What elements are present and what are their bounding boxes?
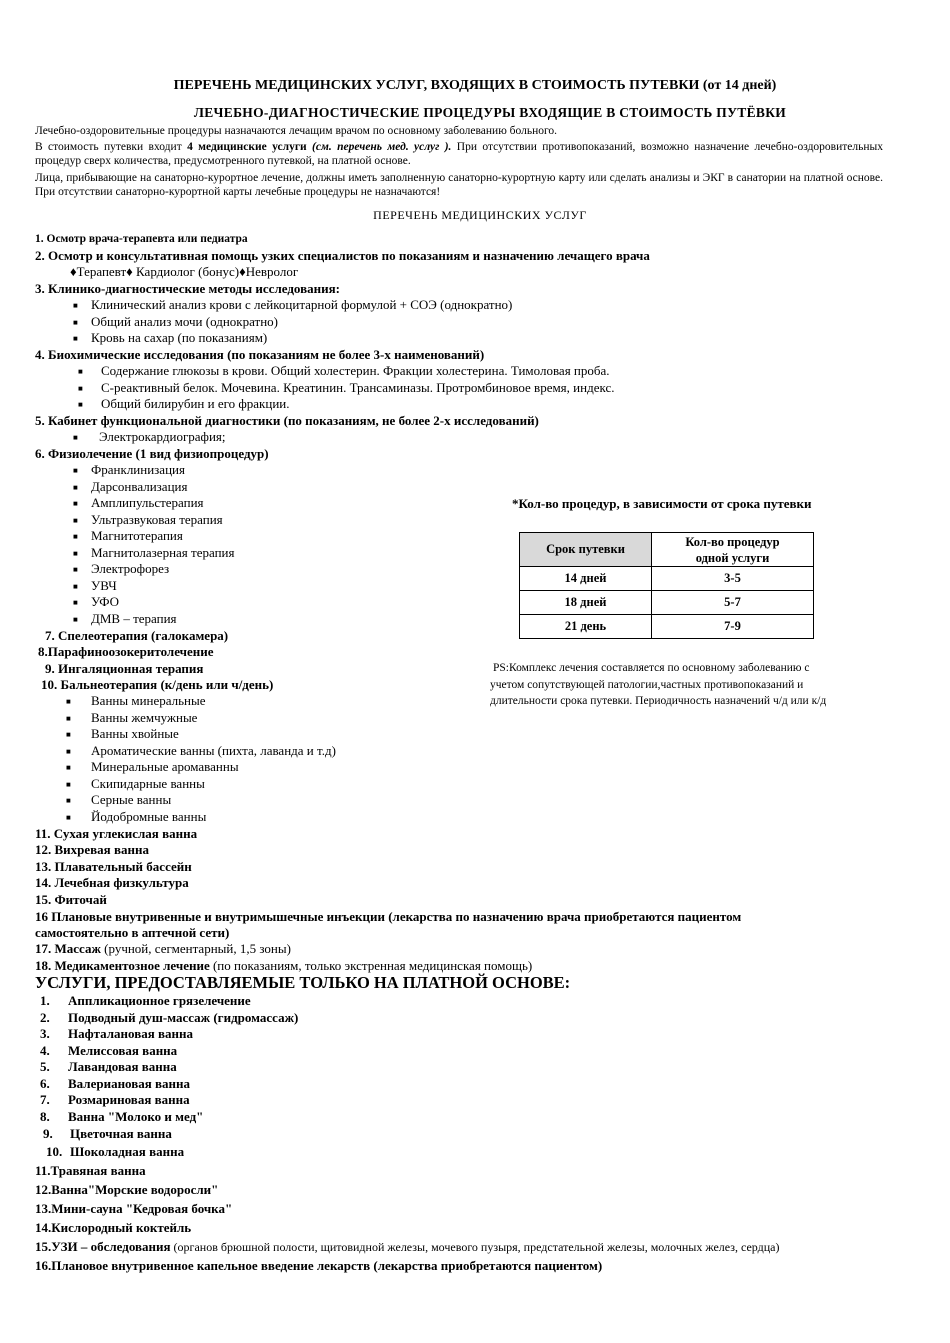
ultrasound-details: (органов брюшной полости, щитовидной железы, мочевого пузыря, предстательной железы, молочных желез, сердца) [170, 1240, 780, 1254]
list-item: 10. Бальнеотерапия (к/день или ч/день) [41, 677, 274, 692]
ultrasound-label: 15.УЗИ – обследования [35, 1239, 171, 1254]
intro-line-1: Лечебно-оздоровительные процедуры назначаются лечащим врачом по основному заболеванию больного. [35, 125, 558, 137]
bullet-icon: ■ [66, 796, 71, 805]
bullet-icon: ■ [66, 813, 71, 822]
list-item: Содержание глюкозы в крови. Общий холестерин. Фракции холестерина. Тимоловая проба. [101, 363, 610, 378]
table-cell-term: 18 дней [520, 591, 652, 615]
list-item: 12. Вихревая ванна [35, 842, 149, 857]
list-item: 4. Биохимические исследования (по показаниям не более 3-х наименований) [35, 347, 485, 362]
list-item: Франклинизация [91, 462, 185, 477]
list-item: 12.Ванна"Морские водоросли" [35, 1182, 219, 1197]
bullet-icon: ■ [73, 598, 78, 607]
table-row [520, 591, 814, 615]
ps-note-line: длительности срока путевки. Периодичность назначений ч/д или к/д [490, 695, 827, 707]
list-item: Подводный душ-массаж (гидромассаж) [68, 1010, 299, 1025]
bullet-icon: ■ [78, 400, 83, 409]
page-title: ПЕРЕЧЕНЬ МЕДИЦИНСКИХ УСЛУГ, ВХОДЯЩИХ В СТОИМОСТЬ ПУТЕВКИ (от 14 дней) [173, 78, 777, 93]
list-item: Электрофорез [91, 561, 170, 576]
bullet-icon: ■ [73, 516, 78, 525]
list-item-number: 7. [40, 1092, 50, 1107]
list-item: Ванны минеральные [91, 693, 206, 708]
list-item-number: 2. [40, 1010, 50, 1025]
list-item: Лавандовая ванна [68, 1059, 177, 1074]
bullet-icon: ■ [73, 334, 78, 343]
list-item-number: 8. [40, 1109, 50, 1124]
intro-see-list: (см. перечень мед. услуг ). [312, 141, 452, 153]
table-header-count-line2: одной услуги [695, 550, 770, 565]
massage-details: (ручной, сегментарный, 1,5 зоны) [100, 941, 291, 956]
table-cell-count: 7-9 [652, 615, 814, 639]
list-item: ДМВ – терапия [91, 611, 177, 626]
list-item: Аппликационное грязелечение [68, 993, 251, 1008]
list-item: Мелиссовая ванна [68, 1043, 178, 1058]
intro-text: В стоимость путевки входит [35, 141, 182, 153]
bullet-icon: ■ [73, 466, 78, 475]
intro-line-3: Лица, прибывающие на санаторно-курортное лечение, должны иметь заполненную санаторно-курортную карту или сделать анализы и ЭКГ в санатории на платной основе. При отсутствии санаторно-курортной карты лечебные процедуры не назначаются! [35, 172, 883, 198]
bullet-icon: ■ [73, 615, 78, 624]
list-item: УФО [91, 594, 120, 609]
list-item: 9. Ингаляционная терапия [45, 661, 204, 676]
bullet-icon: ■ [73, 565, 78, 574]
list-item-number: 5. [40, 1059, 50, 1074]
list-item: Ванны жемчужные [91, 710, 198, 725]
massage-label: 17. Массаж [35, 941, 101, 956]
bullet-icon: ■ [78, 367, 83, 376]
intro-line-2 [35, 140, 883, 168]
list-item: Дарсонвализация [91, 479, 188, 494]
medication-details: (по показаниям, только экстренная медицинская помощь) [209, 958, 533, 973]
list-item: самостоятельно в аптечной сети) [35, 925, 230, 940]
list-item: 7. Спелеотерапия (галокамера) [45, 628, 229, 643]
table-cell-count: 5-7 [652, 591, 814, 615]
table-cell-term: 14 дней [520, 567, 652, 591]
list-item-number: 4. [40, 1043, 50, 1058]
list-item: Кровь на сахар (по показаниям) [91, 330, 268, 345]
bullet-icon: ■ [73, 499, 78, 508]
table-row [520, 615, 814, 639]
table-cell-count: 3-5 [652, 567, 814, 591]
list-item: 1. Осмотр врача-терапевта или педиатра [35, 233, 248, 245]
list-heading: ПЕРЕЧЕНЬ МЕДИЦИНСКИХ УСЛУГ [373, 208, 587, 222]
list-item: Ванны хвойные [91, 726, 179, 741]
bullet-icon: ■ [73, 483, 78, 492]
bullet-icon: ■ [66, 780, 71, 789]
table-row [520, 567, 814, 591]
bullet-icon: ■ [73, 549, 78, 558]
list-item: Розмариновая ванна [68, 1092, 190, 1107]
list-item-number: 1. [40, 993, 50, 1008]
list-item: 14.Кислородный коктейль [35, 1220, 192, 1235]
intro-text: При отсутствии противопоказаний, возможно назначение лечебно-оздоровительных процедур сверх количества, предусмотренного путевкой, на платной основе. [35, 141, 884, 167]
bullet-icon: ■ [78, 384, 83, 393]
list-item: Ультразвуковая терапия [91, 512, 223, 527]
list-item: 8.Парафиноозокеритолечение [38, 644, 214, 659]
table-cell-term: 21 день [520, 615, 652, 639]
list-item-number: 10. [46, 1144, 63, 1159]
bullet-icon: ■ [73, 433, 78, 442]
page-subtitle: ЛЕЧЕБНО-ДИАГНОСТИЧЕСКИЕ ПРОЦЕДУРЫ ВХОДЯЩИЕ В СТОИМОСТЬ ПУТЁВКИ [193, 105, 787, 120]
table-header-row [520, 533, 814, 567]
list-item: Минеральные аромаванны [91, 759, 239, 774]
list-item: 16 Плановые внутривенные и внутримышечные инъекции (лекарства по назначению врача приобретаются пациентом [35, 909, 742, 924]
list-item: Общий билирубин и его фракции. [101, 396, 290, 411]
table-header-count-line1: Кол-во процедур [685, 534, 780, 549]
list-item: 11. Сухая углекислая ванна [35, 826, 198, 841]
list-item: Амплипульстерапия [91, 495, 204, 510]
medication-label: 18. Медикаментозное лечение [35, 958, 210, 973]
bullet-icon: ■ [66, 714, 71, 723]
list-item: ♦Терапевт♦ Кардиолог (бонус)♦Невролог [70, 264, 299, 279]
list-item: Валериановая ванна [68, 1076, 191, 1091]
list-item: Ванна "Молоко и мед" [68, 1109, 204, 1124]
ps-note-line: PS:Комплекс лечения составляется по основному заболеванию с [493, 662, 810, 674]
list-item: 11.Травяная ванна [35, 1163, 146, 1178]
list-item: С-реактивный белок. Мочевина. Креатинин. Трансаминазы. Протромбиновое время, индекс. [101, 380, 615, 395]
list-item: 13.Мини-сауна "Кедровая бочка" [35, 1201, 233, 1216]
list-item: УВЧ [91, 578, 117, 593]
list-item: Нафталановая ванна [68, 1026, 194, 1041]
paid-heading: УСЛУГИ, ПРЕДОСТАВЛЯЕМЫЕ ТОЛЬКО НА ПЛАТНОЙ ОСНОВЕ: [35, 973, 571, 992]
list-item: 14. Лечебная физкультура [35, 875, 189, 890]
bullet-icon: ■ [73, 318, 78, 327]
list-item: 13. Плавательный бассейн [35, 859, 192, 874]
list-item-number: 6. [40, 1076, 50, 1091]
table-header-term: Срок путевки [520, 533, 652, 567]
list-item: Ароматические ванны (пихта, лаванда и т.д) [91, 743, 336, 758]
bullet-icon: ■ [66, 697, 71, 706]
table-header-count [652, 533, 814, 567]
list-item: Общий анализ мочи (однократно) [91, 314, 278, 329]
bullet-icon: ■ [73, 301, 78, 310]
list-item: Магнитолазерная терапия [91, 545, 235, 560]
list-item-number: 9. [43, 1126, 53, 1141]
bullet-icon: ■ [66, 730, 71, 739]
list-item: 3. Клинико-диагностические методы исследования: [35, 281, 340, 296]
intro-services-count: 4 медицинские услуги [187, 141, 307, 153]
list-item [35, 941, 291, 957]
list-item: Шоколадная ванна [70, 1144, 185, 1159]
list-item: Клинический анализ крови с лейкоцитарной формулой + СОЭ (однократно) [91, 297, 513, 312]
list-item [35, 958, 532, 974]
list-item: 2. Осмотр и консультативная помощь узких специалистов по показаниям и назначению лечащего врача [35, 248, 650, 263]
list-item: 16.Плановое внутривенное капельное введение лекарств (лекарства приобретаются пациентом) [35, 1258, 603, 1273]
bullet-icon: ■ [73, 532, 78, 541]
term-table [519, 532, 814, 639]
list-item: Серные ванны [91, 792, 172, 807]
list-item: 15. Фиточай [35, 892, 107, 907]
bullet-icon: ■ [73, 582, 78, 591]
list-item: Скипидарные ванны [91, 776, 205, 791]
ps-note-line: учетом сопутствующей патологии,частных противопоказаний и [490, 679, 804, 691]
bullet-icon: ■ [66, 763, 71, 772]
list-item: 5. Кабинет функциональной диагностики (по показаниям, не более 2-х исследований) [35, 413, 539, 428]
bullet-icon: ■ [66, 747, 71, 756]
list-item: Электрокардиография; [99, 429, 226, 444]
list-item: Йодобромные ванны [91, 809, 207, 824]
list-item: Цветочная ванна [70, 1126, 172, 1141]
list-item: Магнитотерапия [91, 528, 183, 543]
table-caption: *Кол-во процедур, в зависимости от срока путевки [512, 496, 812, 511]
list-item [35, 1239, 780, 1255]
list-item-number: 3. [40, 1026, 50, 1041]
list-item: 6. Физиолечение (1 вид физиопроцедур) [35, 446, 269, 461]
